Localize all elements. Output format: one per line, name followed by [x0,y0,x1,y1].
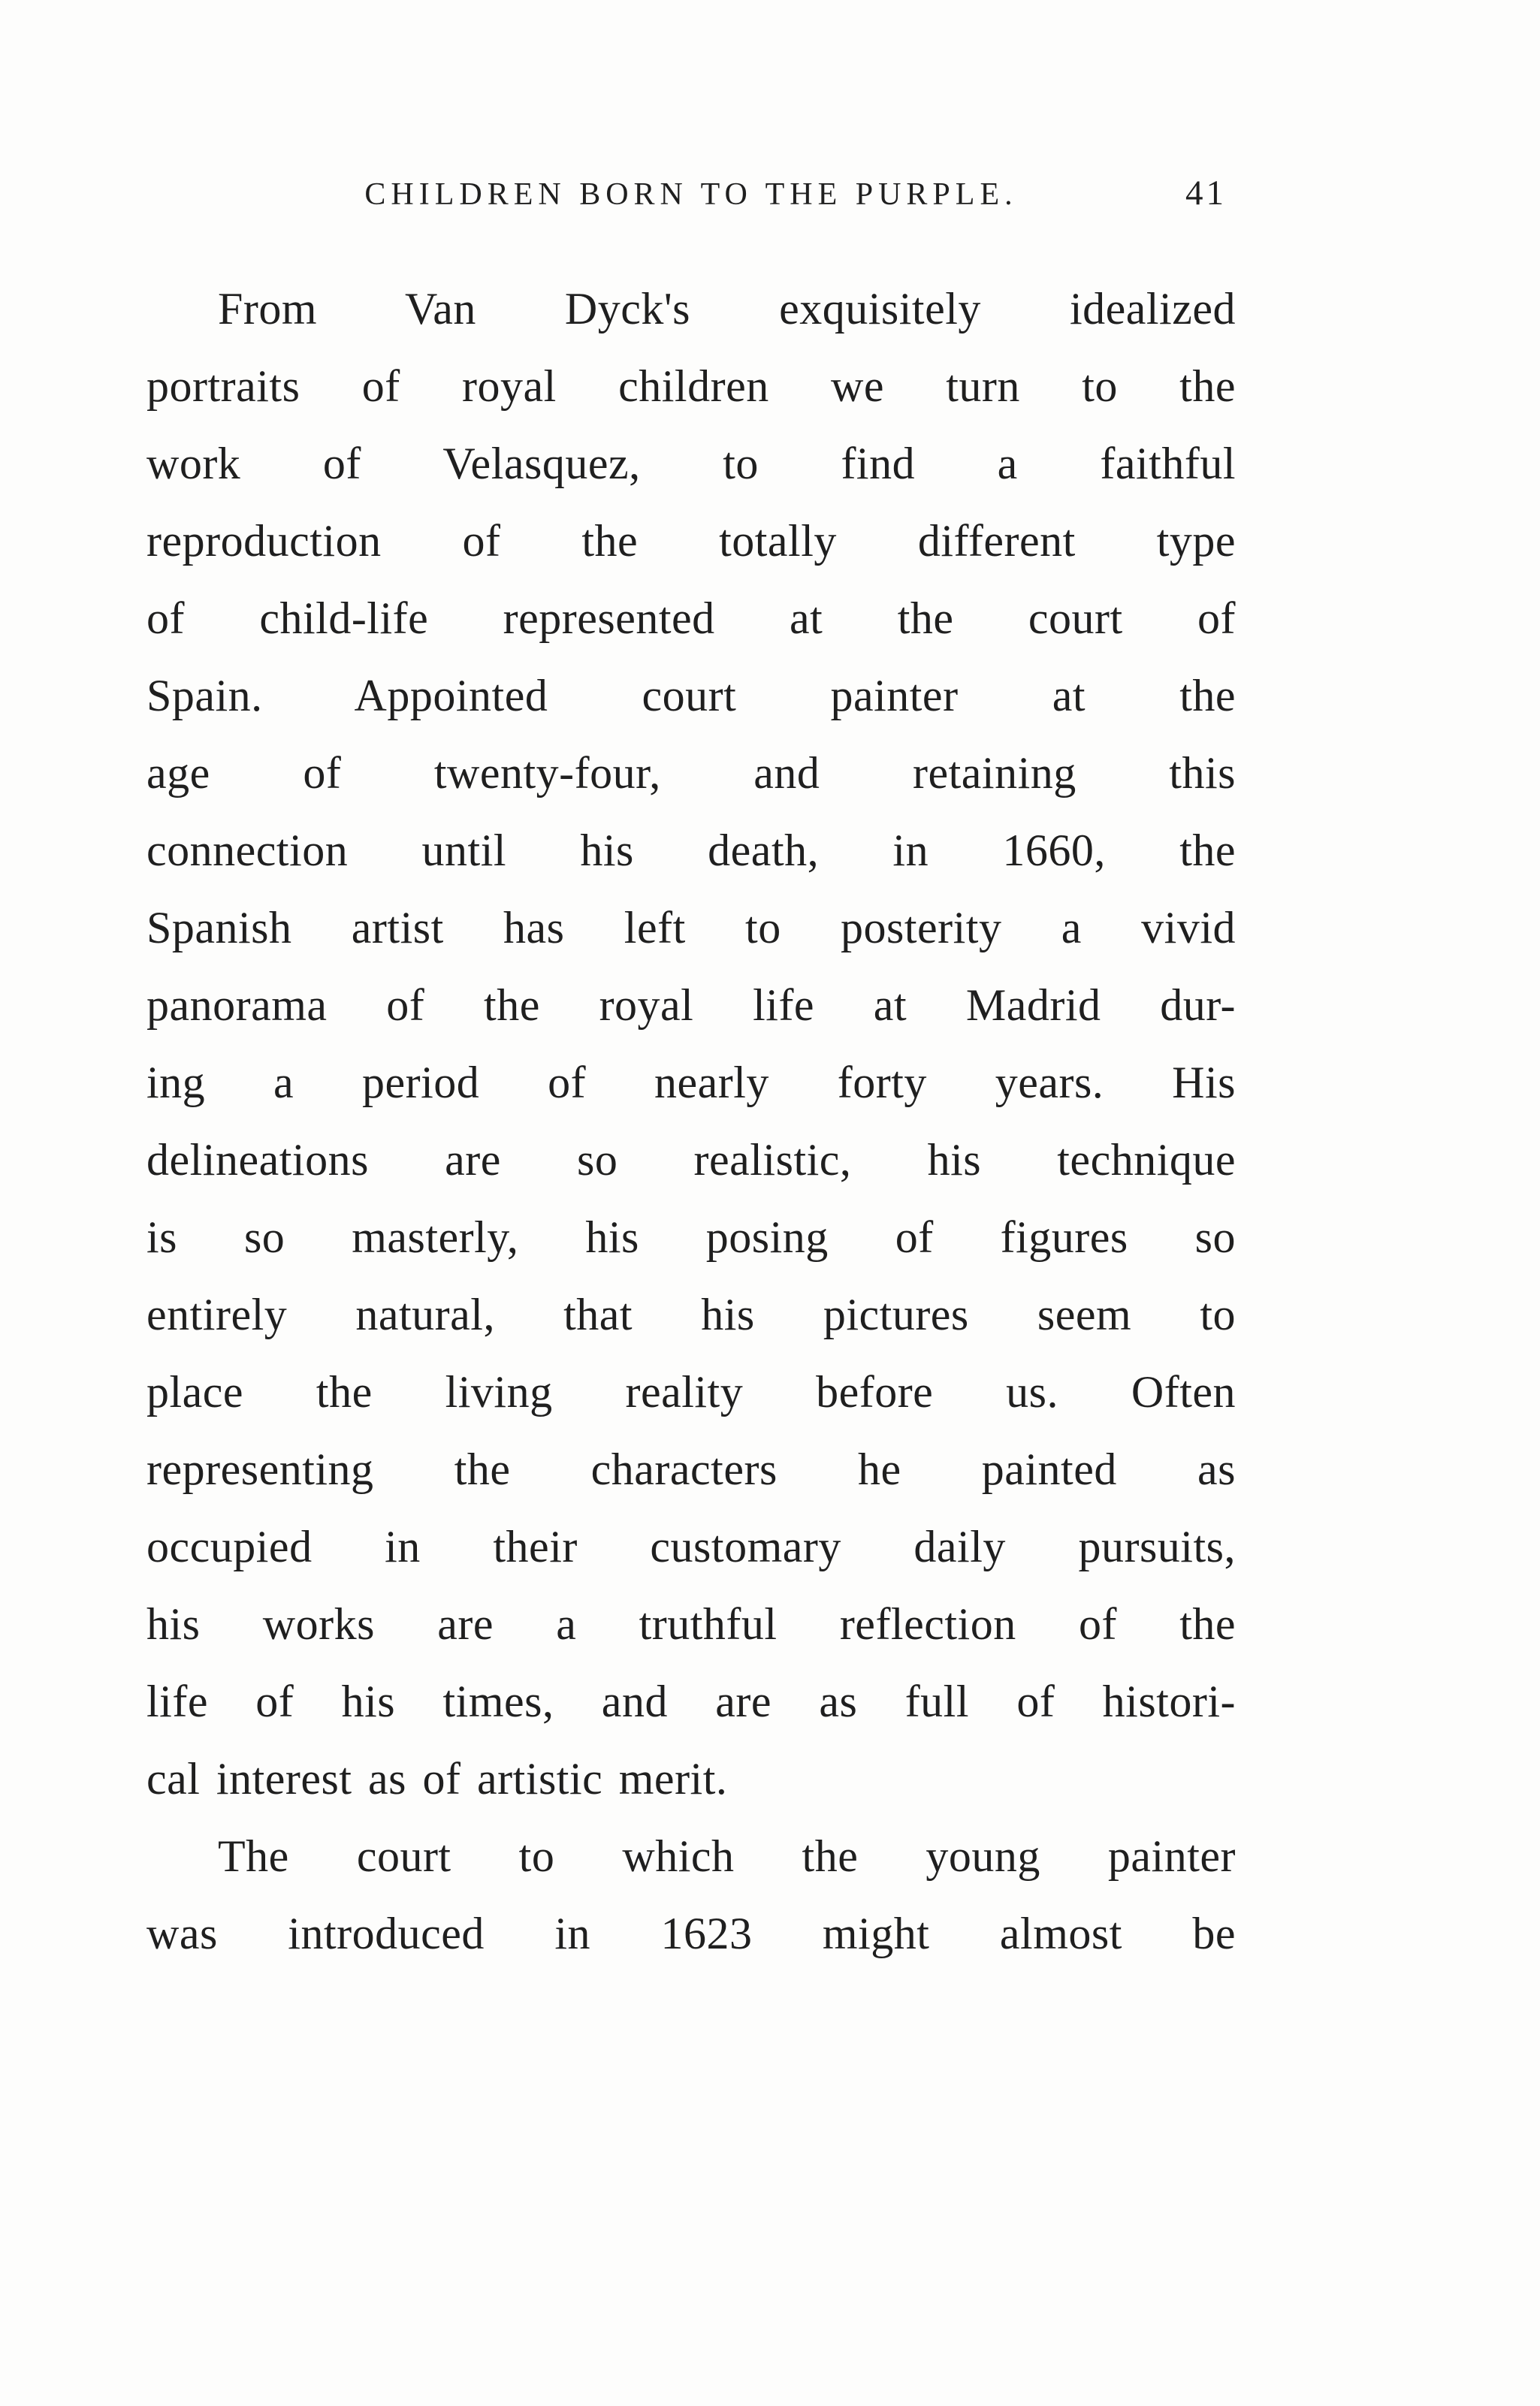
text-column [146,171,1236,1973]
text-line: life of his times, and are as full of histori- [146,1677,1236,1726]
text-line: place the living reality before us. Often [146,1367,1236,1417]
text-line: panorama of the royal life at Madrid dur- [146,980,1236,1030]
text-line: portraits of royal children we turn to the [146,361,1236,411]
text-line: of child-life represented at the court of [146,593,1236,643]
text-line: Spanish artist has left to posterity a vivid [146,903,1236,952]
text-line: entirely natural, that his pictures seem to [146,1290,1236,1339]
text-line: work of Velasquez, to find a faithful [146,439,1236,488]
running-header [146,171,1236,218]
text-line: The court to which the young painter [218,1831,1236,1881]
text-line: delineations are so realistic, his technique [146,1135,1236,1185]
text-line: From Van Dyck's exquisitely idealized [218,284,1236,334]
text-body [146,270,1236,1973]
paragraph [146,1818,1236,1973]
text-line: is so masterly, his posing of figures so [146,1212,1236,1262]
text-line: age of twenty-four, and retaining this [146,748,1236,798]
text-line: connection until his death, in 1660, the [146,826,1236,875]
text-line: his works are a truthful reflection of the [146,1599,1236,1649]
text-line: occupied in their customary daily pursuits, [146,1522,1236,1571]
text-line: ing a period of nearly forty years. His [146,1058,1236,1107]
text-line: was introduced in 1623 might almost be [146,1909,1236,1958]
text-line: representing the characters he painted as [146,1445,1236,1494]
page-number: 41 [1185,174,1227,213]
text-line: reproduction of the totally different type [146,516,1236,566]
text-line: Spain. Appointed court painter at the [146,671,1236,720]
paragraph [146,270,1236,1818]
chapter-title: CHILDREN BORN TO THE PURPLE. [364,177,1018,212]
text-line: cal interest as of artistic merit. [146,1754,728,1804]
